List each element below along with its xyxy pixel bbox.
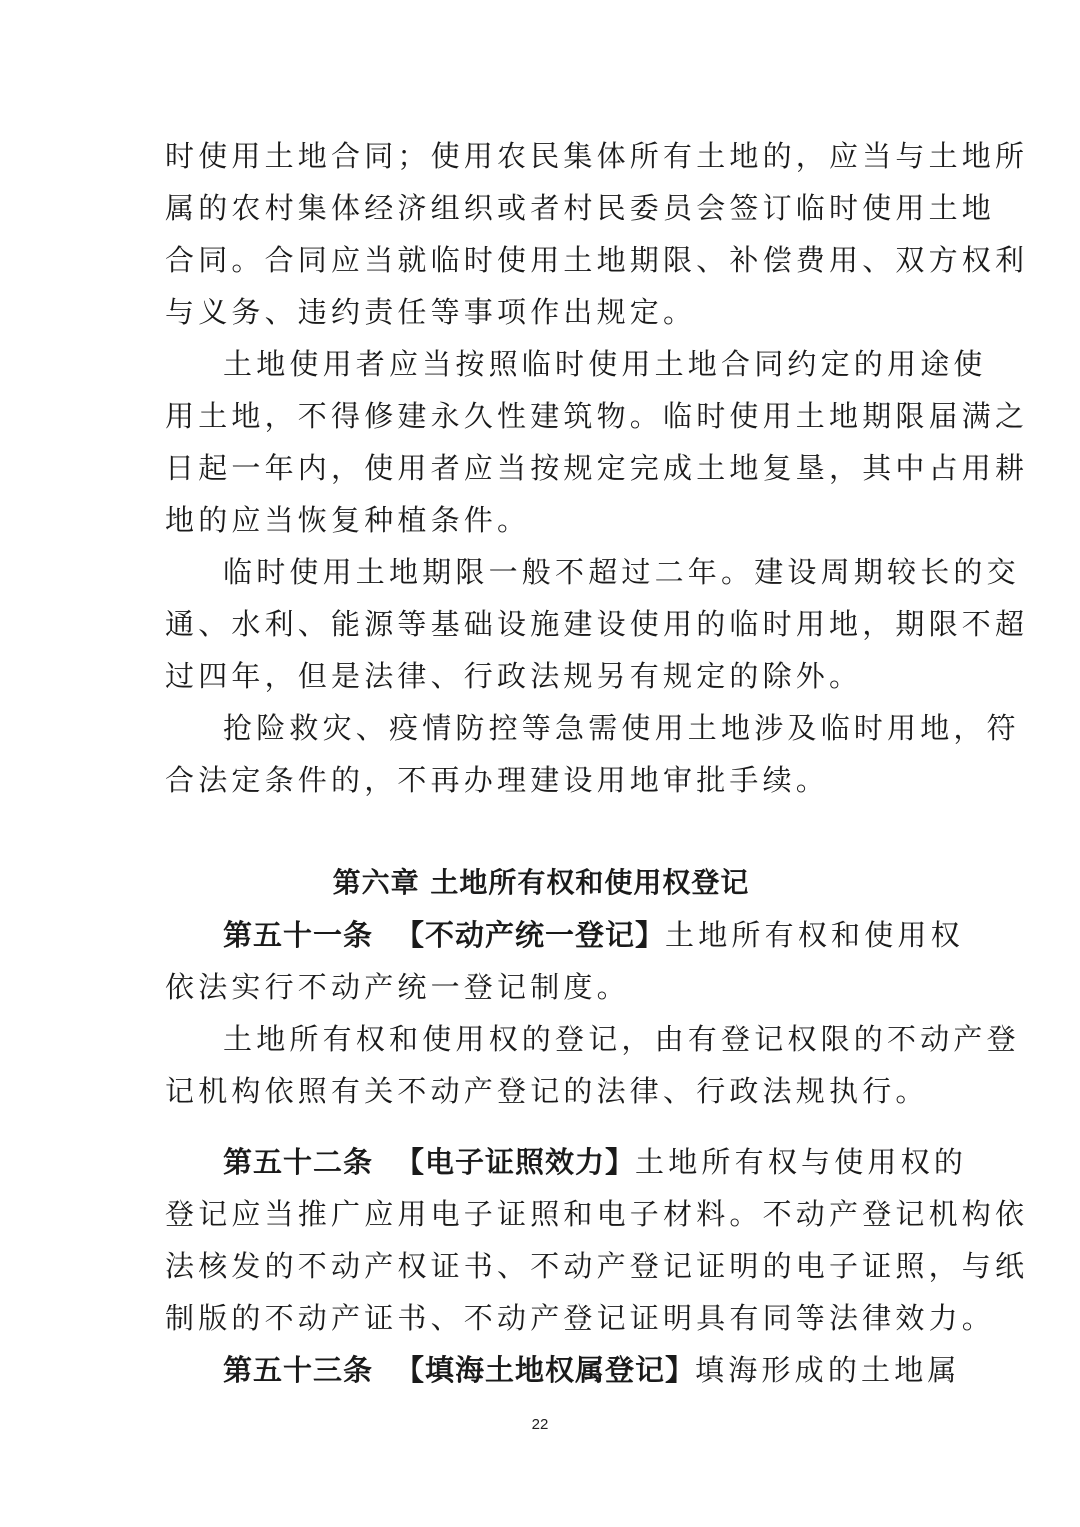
paragraph-line: 登记应当推广应用电子证照和电子材料。不动产登记机构依 (165, 1197, 1029, 1231)
paragraph-line: 制版的不动产证书、不动产登记证明具有同等法律效力。 (165, 1301, 996, 1335)
paragraph-line: 合同。合同应当就临时使用土地期限、补偿费用、双方权利 (165, 243, 1029, 277)
paragraph-line: 时使用土地合同；使用农民集体所有土地的，应当与土地所 (165, 139, 1029, 173)
paragraph-line: 抢险救灾、疫情防控等急需使用土地涉及临时用地，符 (223, 711, 1020, 745)
article-51-first-line (223, 915, 964, 955)
paragraph-line: 土地所有权和使用权的登记，由有登记权限的不动产登 (223, 1022, 1020, 1056)
article-text: 土地所有权与使用权的 (635, 1145, 968, 1179)
article-heading: 【填海土地权属登记】 (395, 1353, 696, 1387)
article-text: 填海形成的土地属 (695, 1353, 961, 1387)
paragraph-line: 过四年，但是法律、行政法规另有规定的除外。 (165, 659, 863, 693)
article-number: 第五十一条 (223, 918, 374, 952)
article-heading: 【电子证照效力】 (395, 1145, 636, 1179)
paragraph-line: 记机构依照有关不动产登记的法律、行政法规执行。 (165, 1074, 929, 1108)
paragraph-line: 与义务、违约责任等事项作出规定。 (165, 295, 697, 329)
paragraph-line: 属的农村集体经济组织或者村民委员会签订临时使用土地 (165, 191, 996, 225)
article-52-first-line (223, 1142, 968, 1182)
page-number: 22 (531, 1416, 549, 1433)
paragraph-line: 临时使用土地期限一般不超过二年。建设周期较长的交 (223, 555, 1020, 589)
paragraph-line: 法核发的不动产权证书、不动产登记证明的电子证照，与纸 (165, 1249, 1029, 1283)
article-number: 第五十三条 (223, 1353, 374, 1387)
paragraph-line: 通、水利、能源等基础设施建设使用的临时用地，期限不超 (165, 607, 1029, 641)
paragraph-line: 日起一年内，使用者应当按规定完成土地复垦，其中占用耕 (165, 451, 1029, 485)
article-text: 土地所有权和使用权 (665, 918, 964, 952)
paragraph-line: 依法实行不动产统一登记制度。 (165, 970, 630, 1004)
chapter-title: 第六章 土地所有权和使用权登记 (332, 866, 750, 899)
paragraph-line: 合法定条件的，不再办理建设用地审批手续。 (165, 763, 830, 797)
article-heading: 【不动产统一登记】 (395, 918, 666, 952)
article-53-first-line (223, 1350, 961, 1390)
paragraph-line: 用土地，不得修建永久性建筑物。临时使用土地期限届满之 (165, 399, 1029, 433)
paragraph-line: 土地使用者应当按照临时使用土地合同约定的用途使 (223, 347, 987, 381)
article-number: 第五十二条 (223, 1145, 374, 1179)
paragraph-line: 地的应当恢复种植条件。 (165, 503, 531, 537)
